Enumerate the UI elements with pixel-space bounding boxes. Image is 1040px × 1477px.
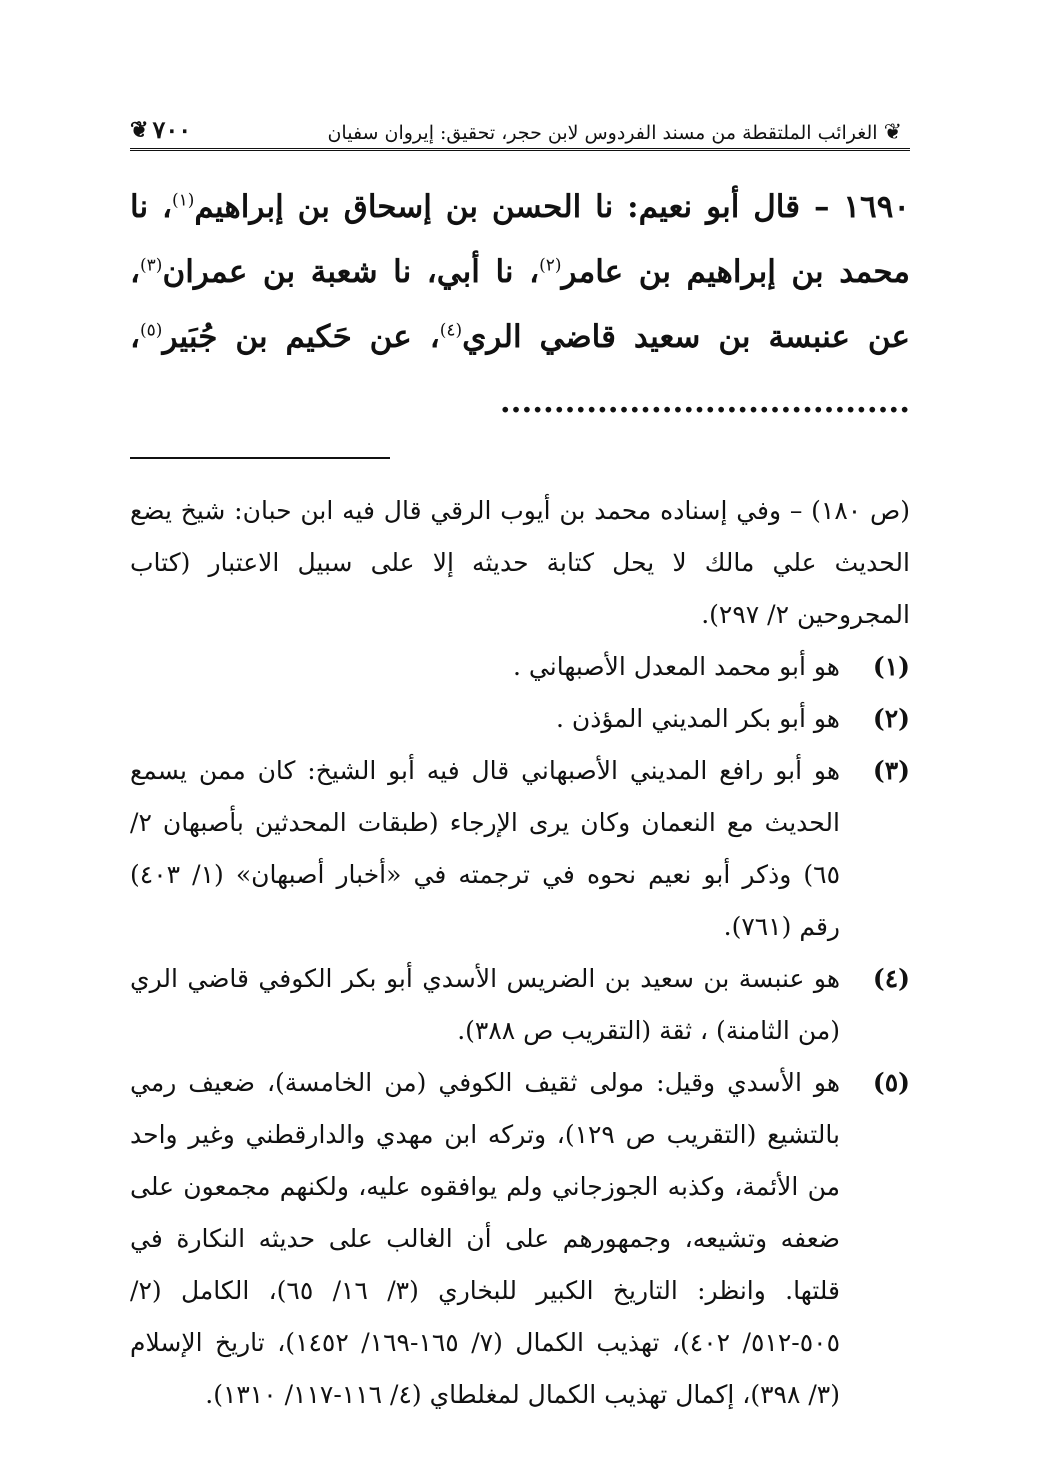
footnote-number: (١): [872, 652, 910, 681]
ornament-right-icon: ❦: [883, 120, 902, 145]
hadith-part-1: ١٦٩٠ – قال أبو نعيم: نا الحسن بن إسحاق بن إبراهيم: [194, 189, 910, 225]
footnote-text: هو أبو بكر المديني المؤذن .: [555, 704, 840, 733]
footnote-separator: [130, 457, 390, 459]
footnote-item: [130, 953, 910, 1057]
footnotes-section: [130, 485, 910, 1421]
footnote-list: [130, 641, 910, 1421]
footnote-item: [130, 641, 910, 693]
footnote-text: هو عنبسة بن سعيد بن الضريس الأسدي أبو بكر الكوفي قاضي الري (من الثامنة) ، ثقة (التقريب ص ٣٨٨).: [130, 964, 840, 1045]
footnote-ref-2[interactable]: (٢): [539, 255, 562, 276]
footnote-text: هو الأسدي وقيل: مولى ثقيف الكوفي (من الخامسة)، ضعيف رمي بالتشيع (التقريب ص ١٢٩)، وتركه ابن مهدي والدارقطني وغير واحد من الأئمة، وكذبه الجوزجاني ولم يوافقوه عليه، ولكنهم مجمعون على ضعفه وتشيعه، وجمهورهم على أن الغالب على حديثه النكارة في قلتها. وانظر: التاريخ الكبير للبخاري (٣/ ١٦/ ٦٥)، الكامل (٢/ ٥٠٥-٥١٢/ ٤٠٢)، تهذيب الكمال (٧/ ١٦٥-١٦٩/ ١٤٥٢)، تاريخ الإسلام (٣/ ٣٩٨)، إكمال تهذيب الكمال لمغلطاي (٤/ ١١٦-١١٧/ ١٣١٠).: [130, 1068, 841, 1409]
footnote-ref-1[interactable]: (١): [172, 190, 195, 211]
page-number: [130, 115, 191, 144]
footnote-text: هو أبو محمد المعدل الأصبهاني .: [513, 652, 840, 681]
footnote-number: (٢): [872, 704, 910, 733]
hadith-part-3: ، نا أبي، نا شعبة بن عمران: [162, 254, 540, 290]
header-title: [191, 122, 910, 144]
running-header: [130, 100, 910, 151]
footnote-ref-3[interactable]: (٣): [140, 255, 163, 276]
ornament-left-icon: ❦: [130, 116, 149, 143]
hadith-part-5: ، عن حَكيم بن جُبَير: [162, 319, 440, 355]
footnote-ref-4[interactable]: (٤): [439, 320, 463, 341]
hadith-text: [130, 175, 910, 435]
footnote-intro: (ص ١٨٠) – وفي إسناده محمد بن أيوب الرقي قال فيه ابن حبان: شيخ يضع الحديث علي مالك لا يحل كتابة حديثه إلا على سبيل الاعتبار (كتاب المجروحين ٢/ ٢٩٧).: [130, 496, 910, 629]
footnote-number: (٣): [872, 756, 910, 785]
footnote-text: هو أبو رافع المديني الأصبهاني قال فيه أبو الشيخ: كان ممن يسمع الحديث مع النعمان وكان يرى الإرجاء (طبقات المحدثين بأصبهان ٢/ ٦٥) وذكر أبو نعيم نحوه في ترجمته في «أخبار أصبهان» (١/ ٤٠٣) رقم (٧٦١).: [130, 756, 840, 941]
hadith-part-4: ، عن عنبسة بن سعيد قاضي الري: [130, 254, 910, 355]
hadith-part-2: ، نا محمد بن إبراهيم بن عامر: [130, 189, 910, 290]
footnote-number: (٥): [872, 1068, 910, 1097]
footnote-number: (٤): [872, 964, 910, 993]
footnote-item: [130, 693, 910, 745]
document-page: [130, 100, 910, 1421]
footnote-item: [130, 745, 910, 953]
omission-dots: ......................................: [499, 384, 910, 420]
footnote-item: [130, 1057, 910, 1421]
hadith-part-6: ،: [130, 319, 141, 355]
page-number-text: ٧٠٠: [152, 115, 192, 144]
footnote-ref-5[interactable]: (٥): [140, 320, 163, 341]
header-title-text: الغرائب الملتقطة من مسند الفردوس لابن حجر، تحقيق: إيروان سفيان: [327, 122, 878, 144]
